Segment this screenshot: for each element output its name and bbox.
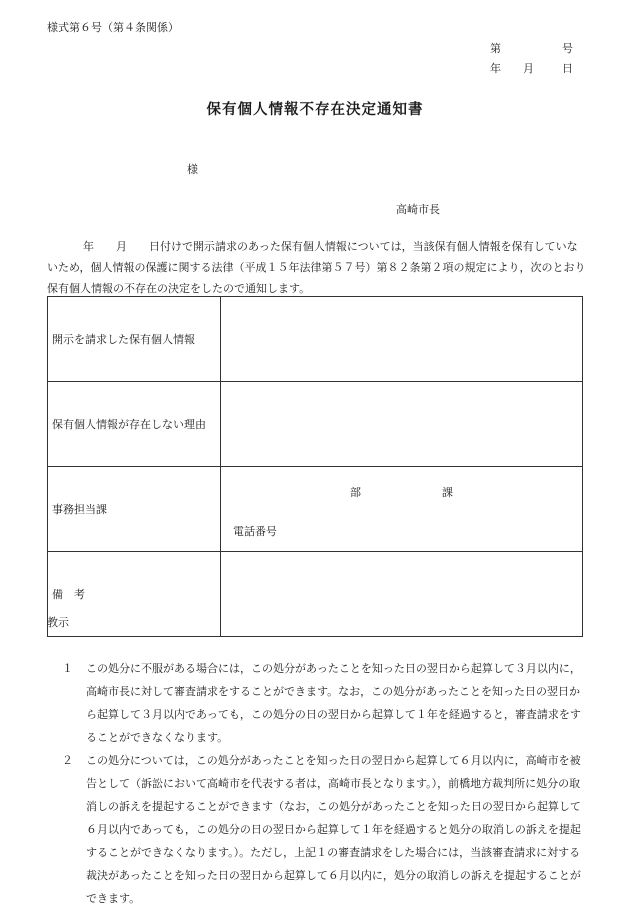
date-year: 年 [490, 62, 501, 75]
table-row [48, 552, 583, 637]
department-ka: 課 [442, 486, 453, 499]
instruction-list [60, 657, 590, 910]
item-number: １ [62, 662, 73, 675]
form-number: 様式第６号（第４条関係） [47, 21, 179, 34]
date-month: 月 [523, 62, 534, 75]
list-item [60, 749, 590, 910]
value-nonexistence-reason [221, 382, 583, 467]
item-text: この処分については，この処分があったことを知った日の翌日から起算して６月以内に，高崎市を被告として（訴訟において高崎市を代表する者は，高崎市長となります。），前橋地方裁判所に処分の取消しの訴えを提起することができます（なお，この処分があったことを知った日の翌日から起算して６月以内であっても，この処分の日の翌日から起算して１年を経過すると処分の取消しの訴えを提起することができなくなります。）。ただし，上記１の審査請求をした場合には，当該審査請求に対する裁決があったことを知った日の翌日から起算して６月以内に，処分の取消しの訴えを提起することができます。 [86, 754, 581, 905]
sender-name: 高崎市長 [396, 203, 440, 216]
label-remarks: 備 考 [48, 552, 221, 637]
addressee-suffix: 様 [187, 163, 198, 176]
value-remarks [221, 552, 583, 637]
label-department: 事務担当課 [48, 467, 221, 552]
doc-number-prefix: 第 [490, 42, 501, 55]
body-text: 日付けで開示請求のあった保有個人情報については，当該保有個人情報を保有していないため，個人情報の保護に関する法律（平成１５年法律第５７号）第８２条第２項の規定により，次のとおり保有個人情報の不存在の決定をしたので通知します。 [47, 240, 586, 295]
label-nonexistence-reason: 保有個人情報が存在しない理由 [48, 382, 221, 467]
table-row [48, 297, 583, 382]
page-title: 保有個人情報不存在決定通知書 [206, 101, 424, 118]
list-item [60, 657, 590, 749]
value-requested-info [221, 297, 583, 382]
table-row [48, 382, 583, 467]
department-bu: 部 [350, 486, 361, 499]
item-number: ２ [62, 754, 73, 767]
phone-label: 電話番号 [233, 525, 277, 538]
body-month: 月 [116, 240, 127, 253]
date-day: 日 [562, 62, 573, 75]
info-table [47, 296, 583, 637]
doc-number-suffix: 号 [562, 42, 573, 55]
body-year: 年 [83, 240, 94, 253]
value-department [221, 467, 583, 552]
item-text: この処分に不服がある場合には，この処分があったことを知った日の翌日から起算して３月以内に，高崎市長に対して審査請求をすることができます。なお，この処分があったことを知った日の翌日から起算して３月以内であっても，この処分の日の翌日から起算して１年を経過すると，審査請求をすることができなくなります。 [86, 662, 581, 744]
instruction-heading: 教示 [47, 616, 69, 629]
label-requested-info: 開示を請求した保有個人情報 [48, 297, 221, 382]
notice-body [47, 236, 587, 299]
table-row [48, 467, 583, 552]
